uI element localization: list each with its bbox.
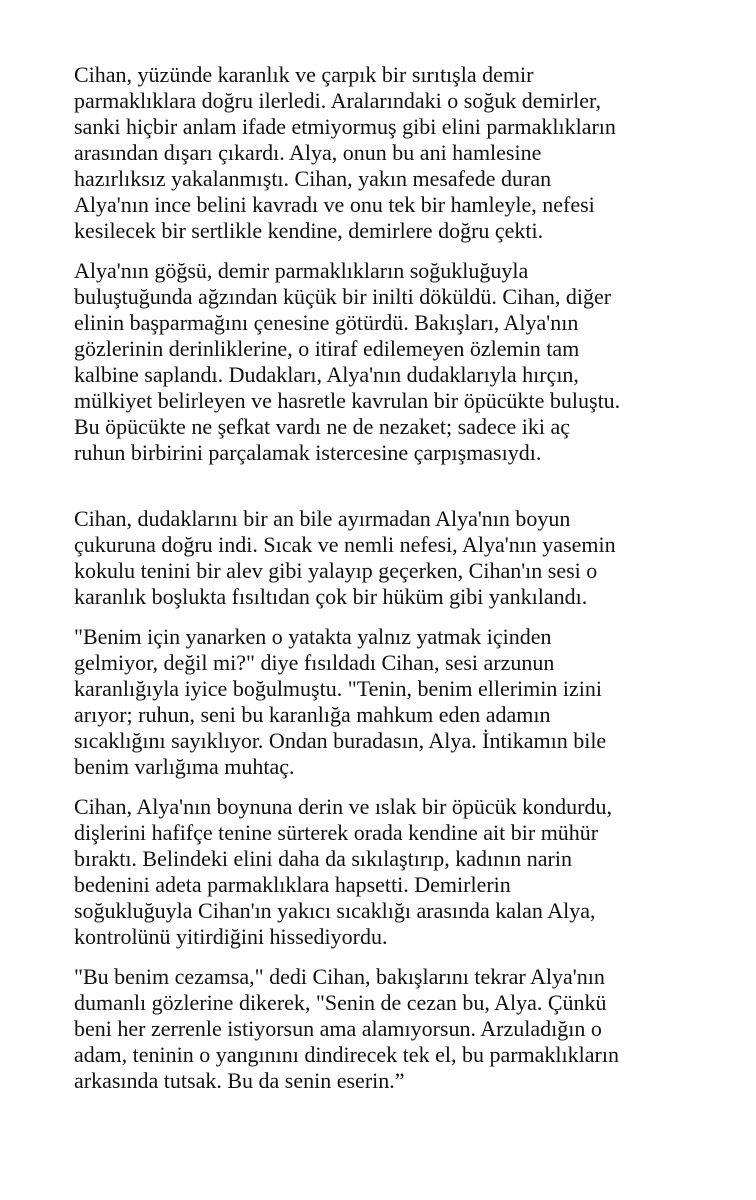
text-line: bıraktı. Belindeki elini daha da sıkılaştırıp, kadının narin <box>74 846 572 871</box>
paragraph-6 <box>74 964 714 1094</box>
text-line: Bu öpücükte ne şefkat vardı ne de nezaket; sadece iki aç <box>74 414 570 439</box>
text-line: "Bu benim cezamsa," dedi Cihan, bakışlarını tekrar Alya'nın <box>74 964 605 989</box>
text-line: arasından dışarı çıkardı. Alya, onun bu ani hamlesine <box>74 140 542 165</box>
text-line: Alya'nın ince belini kavradı ve onu tek bir hamleyle, nefesi <box>74 192 595 217</box>
text-line: kalbine saplandı. Dudakları, Alya'nın dudaklarıyla hırçın, <box>74 362 579 387</box>
text-line: benim varlığıma muhtaç. <box>74 754 295 779</box>
text-line: hazırlıksız yakalanmıştı. Cihan, yakın mesafede duran <box>74 166 552 191</box>
text-line: Cihan, dudaklarını bir an bile ayırmadan Alya'nın boyun <box>74 506 571 531</box>
text-line: kokulu tenini bir alev gibi yalayıp geçerken, Cihan'ın sesi o <box>74 558 598 583</box>
text-line: kontrolünü yitirdiğini hissediyordu. <box>74 924 388 949</box>
text-line: Alya'nın göğsü, demir parmaklıkların soğukluğuyla <box>74 258 529 283</box>
text-line: sıcaklığını sayıklıyor. Ondan buradasın, Alya. İntikamın bile <box>74 728 607 753</box>
text-line: adam, teninin o yangınını dindirecek tek el, bu parmaklıkların <box>74 1042 619 1067</box>
text-line: beni her zerrenle istiyorsun ama alamıyorsun. Arzuladığın o <box>74 1016 602 1041</box>
paragraph-2 <box>74 258 714 466</box>
paragraph-spacer <box>74 480 714 506</box>
text-line: gözlerinin derinliklerine, o itiraf edilemeyen özlemin tam <box>74 336 580 361</box>
text-line: sanki hiçbir anlam ifade etmiyormuş gibi elini parmaklıkların <box>74 114 616 139</box>
text-line: mülkiyet belirleyen ve hasretle kavrulan bir öpücükte buluştu. <box>74 388 621 413</box>
text-line: arkasında tutsak. Bu da senin eserin.” <box>74 1068 405 1093</box>
text-line: buluştuğunda ağzından küçük bir inilti döküldü. Cihan, diğer <box>74 284 612 309</box>
text-line: karanlığıyla iyice boğulmuştu. "Tenin, benim ellerimin izini <box>74 676 602 701</box>
paragraph-3 <box>74 506 714 610</box>
paragraph-5 <box>74 794 714 950</box>
text-line: dişlerini hafifçe tenine sürterek orada kendine ait bir mühür <box>74 820 599 845</box>
paragraph-1 <box>74 62 714 244</box>
paragraph-4 <box>74 624 714 780</box>
text-line: ruhun birbirini parçalamak istercesine çarpışmasıydı. <box>74 440 542 465</box>
text-line: dumanlı gözlerine dikerek, "Senin de cezan bu, Alya. Çünkü <box>74 990 607 1015</box>
text-line: soğukluğuyla Cihan'ın yakıcı sıcaklığı arasında kalan Alya, <box>74 898 596 923</box>
text-line: arıyor; ruhun, seni bu karanlığa mahkum eden adamın <box>74 702 551 727</box>
text-line: bedenini adeta parmaklıklara hapsetti. Demirlerin <box>74 872 511 897</box>
text-line: parmaklıklara doğru ilerledi. Aralarındaki o soğuk demirler, <box>74 88 601 113</box>
text-line: elinin başparmağını çenesine götürdü. Bakışları, Alya'nın <box>74 310 579 335</box>
document-page <box>74 62 714 1108</box>
text-line: çukuruna doğru indi. Sıcak ve nemli nefesi, Alya'nın yasemin <box>74 532 616 557</box>
text-line: Cihan, Alya'nın boynuna derin ve ıslak bir öpücük kondurdu, <box>74 794 612 819</box>
text-line: kesilecek bir sertlikle kendine, demirlere doğru çekti. <box>74 218 544 243</box>
text-line: Cihan, yüzünde karanlık ve çarpık bir sırıtışla demir <box>74 62 534 87</box>
text-line: karanlık boşlukta fısıltıdan çok bir hüküm gibi yankılandı. <box>74 584 588 609</box>
text-line: gelmiyor, değil mi?" diye fısıldadı Cihan, sesi arzunun <box>74 650 555 675</box>
text-line: "Benim için yanarken o yatakta yalnız yatmak içinden <box>74 624 552 649</box>
